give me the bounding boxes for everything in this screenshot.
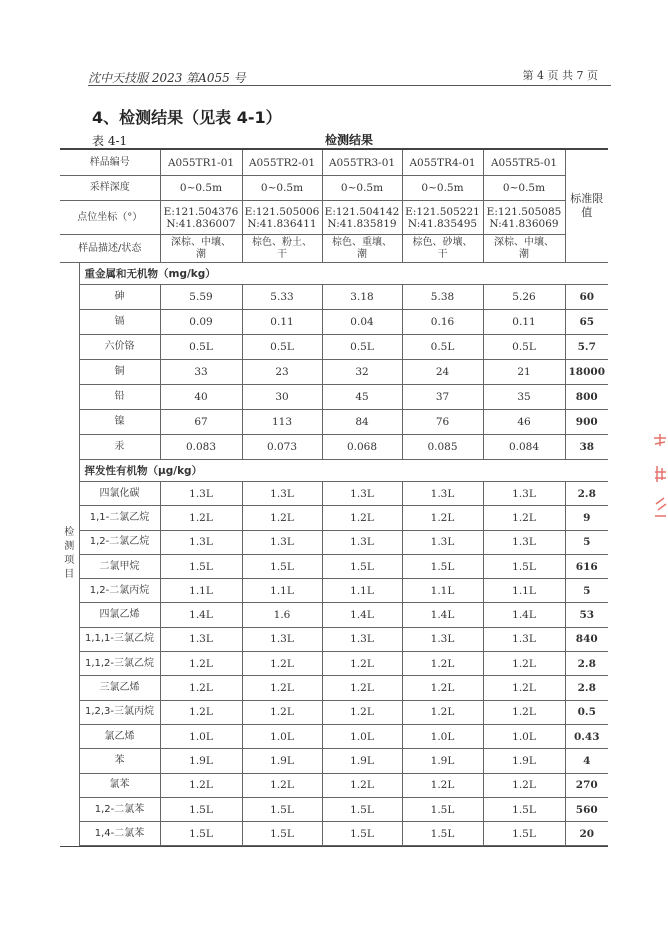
result-value: 1.5L	[242, 797, 322, 821]
result-value: 1.2L	[160, 773, 242, 797]
result-value: 1.2L	[242, 506, 322, 530]
result-value: 1.2L	[402, 506, 483, 530]
standard-limit: 38	[565, 435, 608, 460]
table-row	[60, 749, 608, 773]
analyte-name: 苯	[79, 749, 160, 773]
desc-line: 深棕、中壤、	[494, 236, 554, 248]
desc-line: 棕色、重壤、	[332, 236, 392, 248]
label-description: 样品描述/状态	[60, 235, 160, 263]
result-value: 1.3L	[402, 530, 483, 554]
result-value: 1.1L	[402, 579, 483, 603]
coord-n: N:41.835819	[327, 217, 397, 230]
result-value: 0.16	[402, 310, 483, 335]
result-value: 5.26	[483, 285, 565, 310]
analyte-name: 汞	[79, 435, 160, 460]
row-coords	[60, 201, 608, 235]
result-value: 1.2L	[483, 652, 565, 676]
result-value: 0.04	[322, 310, 402, 335]
result-value: 1.3L	[160, 482, 242, 506]
result-value: 1.3L	[402, 627, 483, 651]
result-value: 76	[402, 410, 483, 435]
result-value: 1.6	[242, 603, 322, 627]
result-value: 1.3L	[242, 530, 322, 554]
coord-e: E:121.504142	[324, 205, 400, 218]
table-row	[60, 385, 608, 410]
sample-id: A055TR5-01	[483, 149, 565, 176]
result-value: 1.2L	[402, 773, 483, 797]
table-row	[60, 410, 608, 435]
result-value: 1.3L	[322, 482, 402, 506]
result-value: 1.2L	[322, 700, 402, 724]
analyte-name: 1,2-二氯乙烷	[79, 530, 160, 554]
result-value: 1.9L	[322, 749, 402, 773]
analyte-name: 1,1,2-三氯乙烷	[79, 652, 160, 676]
result-value: 1.2L	[160, 506, 242, 530]
result-value: 0.11	[483, 310, 565, 335]
analyte-name: 砷	[79, 285, 160, 310]
result-value: 46	[483, 410, 565, 435]
analyte-name: 镍	[79, 410, 160, 435]
desc-line: 深棕、中壤、	[171, 236, 231, 248]
row-sample-id	[60, 149, 608, 176]
result-value: 1.0L	[402, 724, 483, 748]
analyte-name: 1,2-二氯丙烷	[79, 579, 160, 603]
coord-n: N:41.836007	[166, 217, 236, 230]
result-value: 0.5L	[160, 335, 242, 360]
table-row	[60, 603, 608, 627]
analyte-name: 1,2,3-三氯丙烷	[79, 700, 160, 724]
result-value: 37	[402, 385, 483, 410]
result-value: 1.4L	[483, 603, 565, 627]
table-row	[60, 360, 608, 385]
result-value: 1.3L	[483, 482, 565, 506]
result-value: 33	[160, 360, 242, 385]
analyte-name: 铜	[79, 360, 160, 385]
result-value: 0.5L	[242, 335, 322, 360]
page-info: 第 4 页 共 7 页	[522, 69, 598, 82]
result-value: 3.18	[322, 285, 402, 310]
standard-limit: 5	[565, 579, 608, 603]
result-value: 0.073	[242, 435, 322, 460]
result-value: 21	[483, 360, 565, 385]
section-title: 4、检测结果（见表 4-1）	[92, 108, 282, 127]
sample-depth: 0~0.5m	[242, 176, 322, 201]
result-value: 1.2L	[242, 676, 322, 700]
result-value: 1.5L	[483, 554, 565, 578]
result-value: 1.5L	[402, 797, 483, 821]
desc-line: 潮	[519, 248, 529, 260]
result-value: 1.2L	[160, 700, 242, 724]
desc-line: 潮	[357, 248, 367, 260]
desc-line: 棕色、粉土、	[252, 236, 312, 248]
standard-limit: 9	[565, 506, 608, 530]
label-depth: 采样深度	[60, 176, 160, 201]
result-value: 1.3L	[322, 627, 402, 651]
result-value: 1.5L	[483, 822, 565, 846]
analyte-name: 四氯乙烯	[79, 603, 160, 627]
result-value: 0.09	[160, 310, 242, 335]
standard-limit: 2.8	[565, 676, 608, 700]
result-value: 1.5L	[322, 797, 402, 821]
result-value: 1.0L	[242, 724, 322, 748]
result-value: 1.2L	[322, 676, 402, 700]
table-row	[60, 554, 608, 578]
result-value: 0.5L	[402, 335, 483, 360]
result-value: 1.2L	[402, 700, 483, 724]
result-value: 1.3L	[160, 530, 242, 554]
standard-limit: 900	[565, 410, 608, 435]
result-value: 32	[322, 360, 402, 385]
result-value: 1.4L	[160, 603, 242, 627]
table-row	[60, 724, 608, 748]
analyte-name: 氯苯	[79, 773, 160, 797]
table-caption: 检测结果	[325, 133, 374, 147]
result-value: 1.5L	[322, 554, 402, 578]
sample-description	[322, 235, 402, 263]
table-row	[60, 435, 608, 460]
analyte-name: 三氯乙烯	[79, 676, 160, 700]
analyte-name: 四氯化碳	[79, 482, 160, 506]
result-value: 5.33	[242, 285, 322, 310]
result-value: 1.1L	[483, 579, 565, 603]
result-value: 0.5L	[322, 335, 402, 360]
result-value: 1.9L	[402, 749, 483, 773]
category-row	[60, 460, 608, 482]
document-number: 沈中天技服 2023 第A055 号	[88, 71, 246, 85]
analyte-name: 1,1-二氯乙烷	[79, 506, 160, 530]
result-value: 1.4L	[402, 603, 483, 627]
result-value: 1.3L	[242, 627, 322, 651]
result-value: 1.5L	[160, 554, 242, 578]
result-value: 30	[242, 385, 322, 410]
standard-header: 标准限值	[565, 149, 608, 263]
standard-limit: 2.8	[565, 652, 608, 676]
analyte-name: 二氯甲烷	[79, 554, 160, 578]
standard-limit: 4	[565, 749, 608, 773]
desc-line: 干	[437, 248, 448, 260]
standard-limit: 5.7	[565, 335, 608, 360]
result-value: 84	[322, 410, 402, 435]
result-value: 1.3L	[483, 627, 565, 651]
result-value: 1.0L	[483, 724, 565, 748]
row-description	[60, 235, 608, 263]
standard-limit: 840	[565, 627, 608, 651]
result-value: 35	[483, 385, 565, 410]
coord-e: E:121.505221	[405, 205, 480, 218]
table-bottom-border	[60, 846, 608, 847]
coord-n: N:41.836069	[489, 217, 559, 230]
standard-limit: 20	[565, 822, 608, 846]
result-value: 1.2L	[483, 506, 565, 530]
sample-id: A055TR1-01	[160, 149, 242, 176]
label-sample-id: 样品编号	[60, 149, 160, 176]
table-row	[60, 652, 608, 676]
sample-coords	[322, 201, 402, 235]
result-value: 1.1L	[242, 579, 322, 603]
result-value: 1.5L	[160, 822, 242, 846]
result-value: 1.2L	[242, 700, 322, 724]
result-value: 1.9L	[160, 749, 242, 773]
table-row	[60, 773, 608, 797]
header-divider	[88, 85, 611, 86]
result-value: 1.2L	[242, 652, 322, 676]
result-value: 1.5L	[242, 554, 322, 578]
sample-id: A055TR3-01	[322, 149, 402, 176]
result-value: 1.5L	[483, 797, 565, 821]
sample-id: A055TR2-01	[242, 149, 322, 176]
table-row	[60, 285, 608, 310]
result-value: 1.0L	[322, 724, 402, 748]
result-value: 1.2L	[483, 676, 565, 700]
result-value: 1.3L	[402, 482, 483, 506]
label-coords: 点位坐标（°）	[60, 201, 160, 235]
desc-line: 干	[277, 248, 287, 260]
result-value: 1.3L	[322, 530, 402, 554]
result-value: 1.1L	[160, 579, 242, 603]
standard-limit: 0.5	[565, 700, 608, 724]
standard-limit: 60	[565, 285, 608, 310]
sample-description	[160, 235, 242, 263]
sample-coords	[402, 201, 483, 235]
coord-e: E:121.505006	[244, 205, 320, 218]
standard-limit: 800	[565, 385, 608, 410]
result-value: 1.2L	[483, 773, 565, 797]
result-value: 1.2L	[242, 773, 322, 797]
side-label-cell	[60, 263, 79, 846]
sample-coords	[483, 201, 565, 235]
sample-depth: 0~0.5m	[483, 176, 565, 201]
sample-depth: 0~0.5m	[322, 176, 402, 201]
coord-n: N:41.835495	[407, 217, 478, 230]
sample-description	[483, 235, 565, 263]
result-value: 1.2L	[322, 652, 402, 676]
results-table	[60, 148, 608, 846]
table-row	[60, 822, 608, 846]
result-value: 1.1L	[322, 579, 402, 603]
standard-limit: 65	[565, 310, 608, 335]
table-row	[60, 482, 608, 506]
sample-coords	[242, 201, 322, 235]
result-value: 1.5L	[242, 822, 322, 846]
analyte-name: 1,4-二氯苯	[79, 822, 160, 846]
result-value: 5.38	[402, 285, 483, 310]
result-value: 0.5L	[483, 335, 565, 360]
table-label: 表 4-1	[92, 134, 128, 148]
stamp-mark	[652, 432, 668, 522]
category-title: 挥发性有机物（μg/kg）	[79, 460, 608, 482]
table-row	[60, 797, 608, 821]
table-row	[60, 627, 608, 651]
row-depth	[60, 176, 608, 201]
result-value: 45	[322, 385, 402, 410]
standard-limit: 53	[565, 603, 608, 627]
result-value: 0.068	[322, 435, 402, 460]
result-value: 1.9L	[242, 749, 322, 773]
standard-limit: 616	[565, 554, 608, 578]
table-row	[60, 335, 608, 360]
table-row	[60, 310, 608, 335]
result-value: 1.2L	[483, 700, 565, 724]
side-label: 检测项目	[64, 527, 75, 581]
table-row	[60, 700, 608, 724]
table-row	[60, 530, 608, 554]
sample-coords	[160, 201, 242, 235]
result-value: 113	[242, 410, 322, 435]
sample-description	[402, 235, 483, 263]
coord-n: N:41.836411	[247, 217, 317, 230]
result-value: 1.4L	[322, 603, 402, 627]
standard-limit: 560	[565, 797, 608, 821]
analyte-name: 1,1,1-三氯乙烷	[79, 627, 160, 651]
coord-e: E:121.504376	[163, 205, 239, 218]
result-value: 1.2L	[322, 506, 402, 530]
result-value: 0.084	[483, 435, 565, 460]
result-value: 1.9L	[483, 749, 565, 773]
sample-depth: 0~0.5m	[402, 176, 483, 201]
result-value: 1.5L	[160, 797, 242, 821]
sample-description	[242, 235, 322, 263]
result-value: 23	[242, 360, 322, 385]
result-value: 67	[160, 410, 242, 435]
analyte-name: 1,2-二氯苯	[79, 797, 160, 821]
analyte-name: 六价铬	[79, 335, 160, 360]
result-value: 0.085	[402, 435, 483, 460]
result-value: 1.2L	[402, 652, 483, 676]
result-value: 24	[402, 360, 483, 385]
sample-depth: 0~0.5m	[160, 176, 242, 201]
result-value: 1.3L	[160, 627, 242, 651]
result-value: 1.2L	[402, 676, 483, 700]
table-row	[60, 506, 608, 530]
result-value: 0.083	[160, 435, 242, 460]
desc-line: 棕色、砂壤、	[412, 236, 473, 248]
sample-id: A055TR4-01	[402, 149, 483, 176]
table-row	[60, 676, 608, 700]
analyte-name: 铅	[79, 385, 160, 410]
standard-limit: 2.8	[565, 482, 608, 506]
standard-limit: 0.43	[565, 724, 608, 748]
result-value: 1.3L	[483, 530, 565, 554]
standard-limit: 18000	[565, 360, 608, 385]
result-value: 1.3L	[242, 482, 322, 506]
result-value: 1.0L	[160, 724, 242, 748]
desc-line: 潮	[196, 248, 206, 260]
analyte-name: 镉	[79, 310, 160, 335]
result-value: 1.5L	[402, 822, 483, 846]
result-value: 1.5L	[322, 822, 402, 846]
result-value: 0.11	[242, 310, 322, 335]
result-value: 1.2L	[322, 773, 402, 797]
result-value: 1.2L	[160, 652, 242, 676]
table-row	[60, 579, 608, 603]
result-value: 1.2L	[160, 676, 242, 700]
result-value: 5.59	[160, 285, 242, 310]
category-title: 重金属和无机物（mg/kg）	[79, 263, 608, 285]
coord-e: E:121.505085	[486, 205, 562, 218]
standard-limit: 5	[565, 530, 608, 554]
result-value: 1.5L	[402, 554, 483, 578]
result-value: 40	[160, 385, 242, 410]
standard-limit: 270	[565, 773, 608, 797]
analyte-name: 氯乙烯	[79, 724, 160, 748]
category-row	[60, 263, 608, 285]
